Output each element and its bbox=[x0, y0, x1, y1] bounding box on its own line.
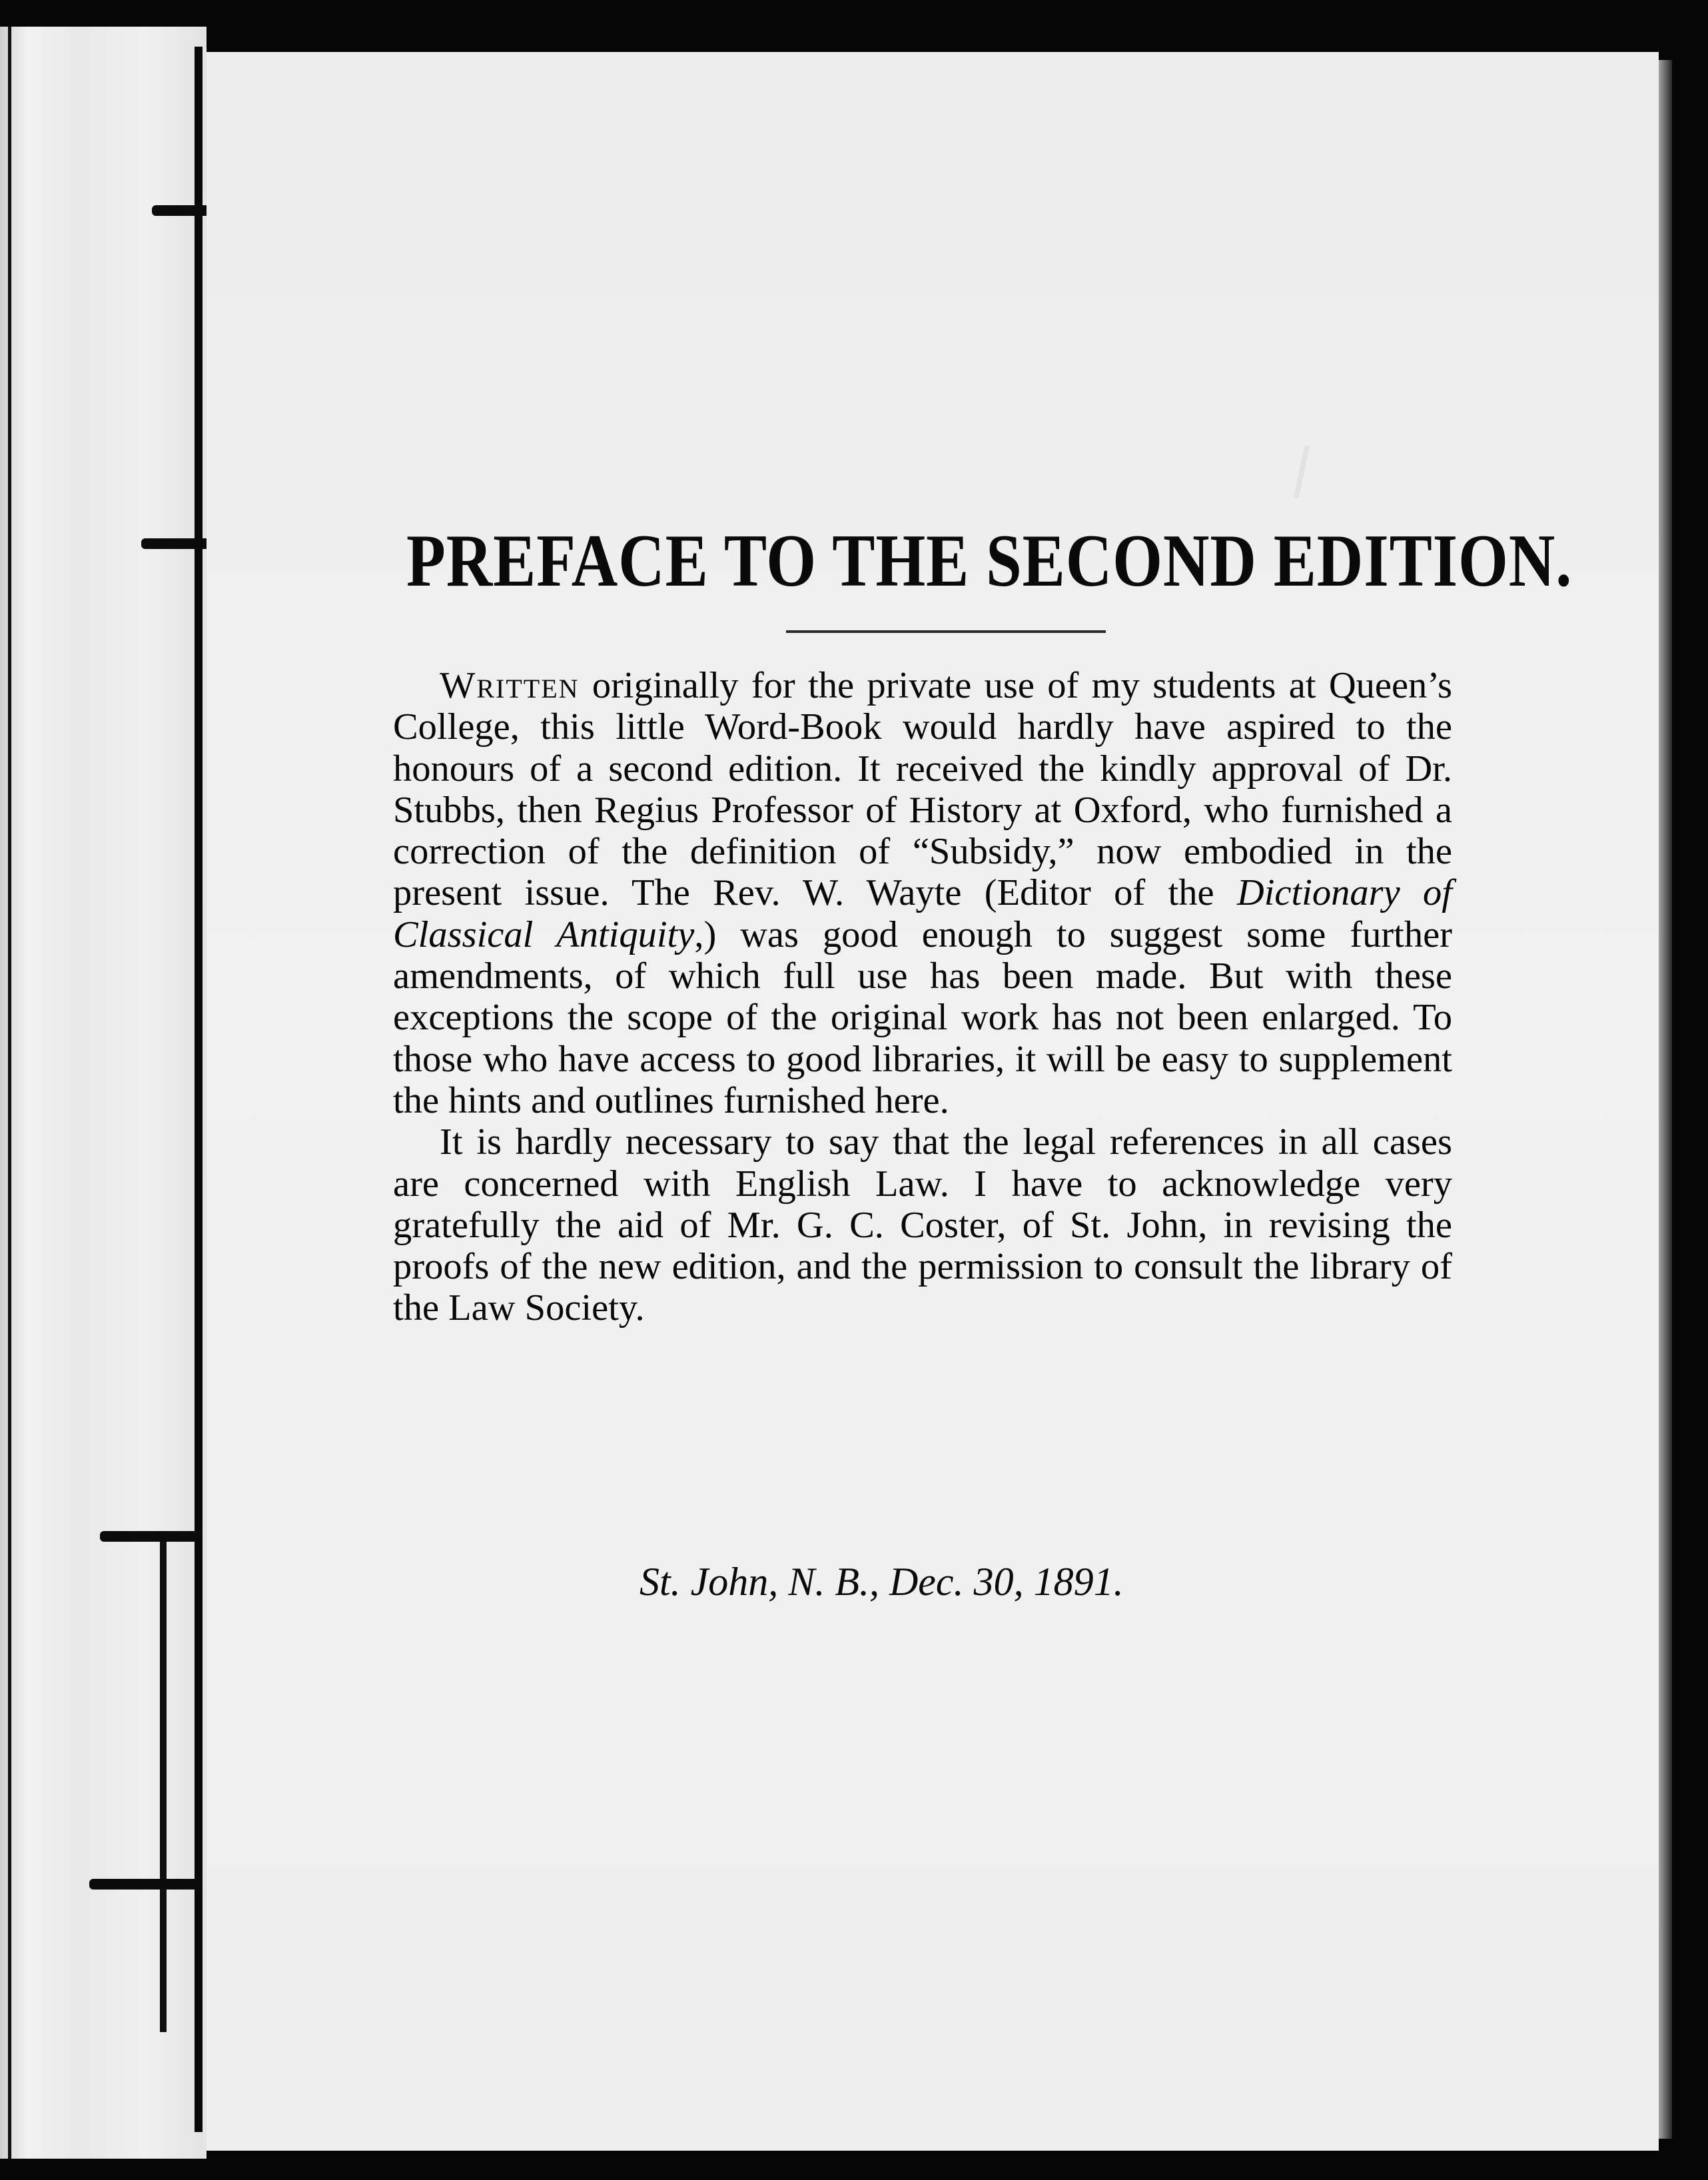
page-title: PREFACE TO THE SECOND EDITION. bbox=[406, 520, 1573, 602]
binding-gutter-line bbox=[195, 47, 203, 2132]
preface-body bbox=[393, 665, 1452, 1329]
page-speck bbox=[1294, 445, 1310, 498]
dictionary-title: Dictionary of Classical Antiquity bbox=[393, 872, 1452, 955]
paragraph-1-ending: ,) was good enough to suggest some further amendments, of which full use has been made. But with these exceptions the scope of the original work has not been enlarged. To those who have access to good libraries, it will be easy to supplement the hints and outlines furnished here. bbox=[393, 913, 1452, 1121]
paragraph-1-text: originally for the private use of my students at Queen’s College, this little Word-Book would hardly have aspired to the honours of a second edition. It received the kindly approval of Dr. Stubbs, then Regius Professor of History at Oxford, who furnished a correction of the definition of “Subsidy,” now embodied in the present issue. The Rev. W. Wayte (Editor of the bbox=[393, 665, 1452, 914]
binding-stitch bbox=[89, 1879, 203, 1890]
book-spine bbox=[0, 27, 207, 2159]
preface-paragraph-1 bbox=[393, 665, 1452, 1121]
binding-edge-line bbox=[8, 27, 11, 2159]
title-rule bbox=[786, 630, 1106, 633]
binding-gutter-line-lower bbox=[160, 1532, 167, 2032]
book-page bbox=[207, 52, 1659, 2151]
signoff-date: St. John, N. B., Dec. 30, 1891. bbox=[640, 1560, 1124, 1604]
binding-stitch bbox=[100, 1531, 200, 1542]
preface-paragraph-2: It is hardly necessary to say that the legal references in all cases are concerned with English Law. I have to acknowledge very gratefully the aid of Mr. G. C. Coster, of St. John, in revising the proofs of the new edition, and the permission to consult the library of the Law Society. bbox=[393, 1121, 1452, 1329]
opening-word: Written bbox=[440, 665, 580, 706]
